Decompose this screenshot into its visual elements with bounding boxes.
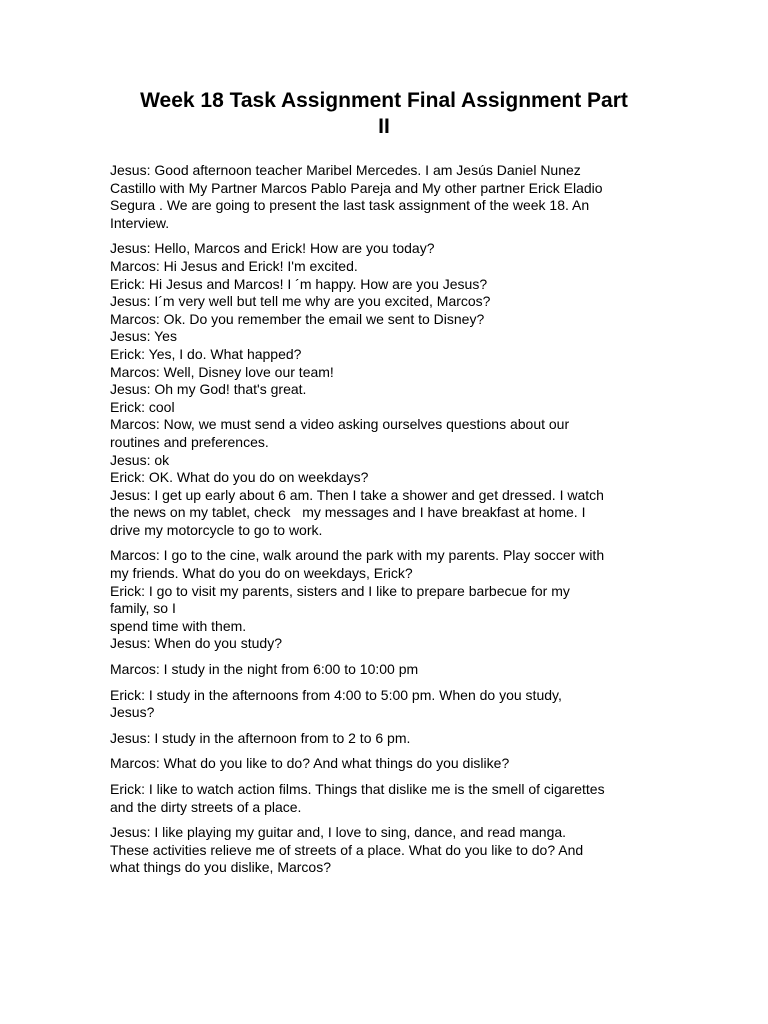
text-line: Jesus: Hello, Marcos and Erick! How are you today? bbox=[110, 240, 435, 257]
dialogue-paragraph bbox=[110, 687, 662, 722]
dialogue-paragraph bbox=[110, 824, 662, 877]
text-line: Castillo with My Partner Marcos Pablo Pareja and My other partner Erick Eladio bbox=[110, 179, 603, 196]
title-line: II bbox=[378, 115, 390, 138]
text-line: Jesus: I like playing my guitar and, I love to sing, dance, and read manga. bbox=[110, 824, 567, 841]
text-line: Erick: I go to visit my parents, sisters and I like to prepare barbecue for my bbox=[110, 582, 570, 599]
text-line: Erick: I study in the afternoons from 4:00 to 5:00 pm. When do you study, bbox=[110, 686, 562, 703]
text-line: my friends. What do you do on weekdays, Erick? bbox=[110, 565, 413, 582]
text-line: Jesus: ok bbox=[110, 451, 170, 468]
text-line: and the dirty streets of a place. bbox=[110, 798, 302, 815]
text-line: Erick: Hi Jesus and Marcos! I ´m happy. How are you Jesus? bbox=[110, 275, 488, 292]
dialogue-paragraph bbox=[110, 781, 662, 816]
text-line: Marcos: Ok. Do you remember the email we sent to Disney? bbox=[110, 310, 485, 327]
text-line: Jesus: Yes bbox=[110, 328, 177, 345]
dialogue-paragraph bbox=[110, 661, 662, 679]
text-line: Jesus: When do you study? bbox=[110, 635, 282, 652]
text-line: Marcos: What do you like to do? And what things do you dislike? bbox=[110, 755, 510, 772]
intro-paragraph bbox=[110, 162, 662, 232]
text-line: Marcos: Hi Jesus and Erick! I'm excited. bbox=[110, 257, 358, 274]
text-line: Erick: cool bbox=[110, 398, 175, 415]
text-line: what things do you dislike, Marcos? bbox=[110, 859, 331, 876]
text-line: routines and preferences. bbox=[110, 433, 269, 450]
text-line: Marcos: I go to the cine, walk around the park with my parents. Play soccer with bbox=[110, 547, 605, 564]
dialogue-paragraph bbox=[110, 240, 662, 539]
document-title bbox=[100, 88, 668, 140]
text-line: Erick: OK. What do you do on weekdays? bbox=[110, 469, 369, 486]
text-line: the news on my tablet, check my messages and I have breakfast at home. I bbox=[110, 504, 586, 521]
text-line: Erick: I like to watch action films. Things that dislike me is the smell of cigarettes bbox=[110, 781, 605, 797]
text-line: Marcos: I study in the night from 6:00 to 10:00 pm bbox=[110, 661, 419, 678]
text-line: Marcos: Well, Disney love our team! bbox=[110, 363, 334, 380]
dialogue-paragraph bbox=[110, 755, 662, 773]
text-line: family, so I bbox=[110, 600, 176, 617]
text-line: drive my motorcycle to go to work. bbox=[110, 521, 323, 538]
title-line: Week 18 Task Assignment Final Assignment Part bbox=[140, 89, 628, 112]
text-line: Jesus? bbox=[110, 704, 155, 721]
text-line: Interview. bbox=[110, 214, 170, 231]
text-line: Jesus: I´m very well but tell me why are you excited, Marcos? bbox=[110, 293, 491, 310]
text-line: Erick: Yes, I do. What happed? bbox=[110, 345, 302, 362]
text-line: Jesus: I study in the afternoon from to 2 to 6 pm. bbox=[110, 729, 411, 746]
dialogue-paragraph bbox=[110, 730, 662, 748]
text-line: These activities relieve me of streets of a place. What do you like to do? And bbox=[110, 841, 584, 858]
text-line: Jesus: I get up early about 6 am. Then I take a shower and get dressed. I watch bbox=[110, 486, 604, 503]
text-line: Segura . We are going to present the last task assignment of the week 18. An bbox=[110, 197, 590, 214]
dialogue-paragraph bbox=[110, 547, 662, 653]
document-body bbox=[110, 162, 662, 885]
text-line: spend time with them. bbox=[110, 617, 247, 634]
text-line: Jesus: Good afternoon teacher Maribel Mercedes. I am Jesús Daniel Nunez bbox=[110, 162, 581, 178]
text-line: Jesus: Oh my God! that's great. bbox=[110, 381, 307, 398]
text-line: Marcos: Now, we must send a video asking ourselves questions about our bbox=[110, 416, 570, 433]
